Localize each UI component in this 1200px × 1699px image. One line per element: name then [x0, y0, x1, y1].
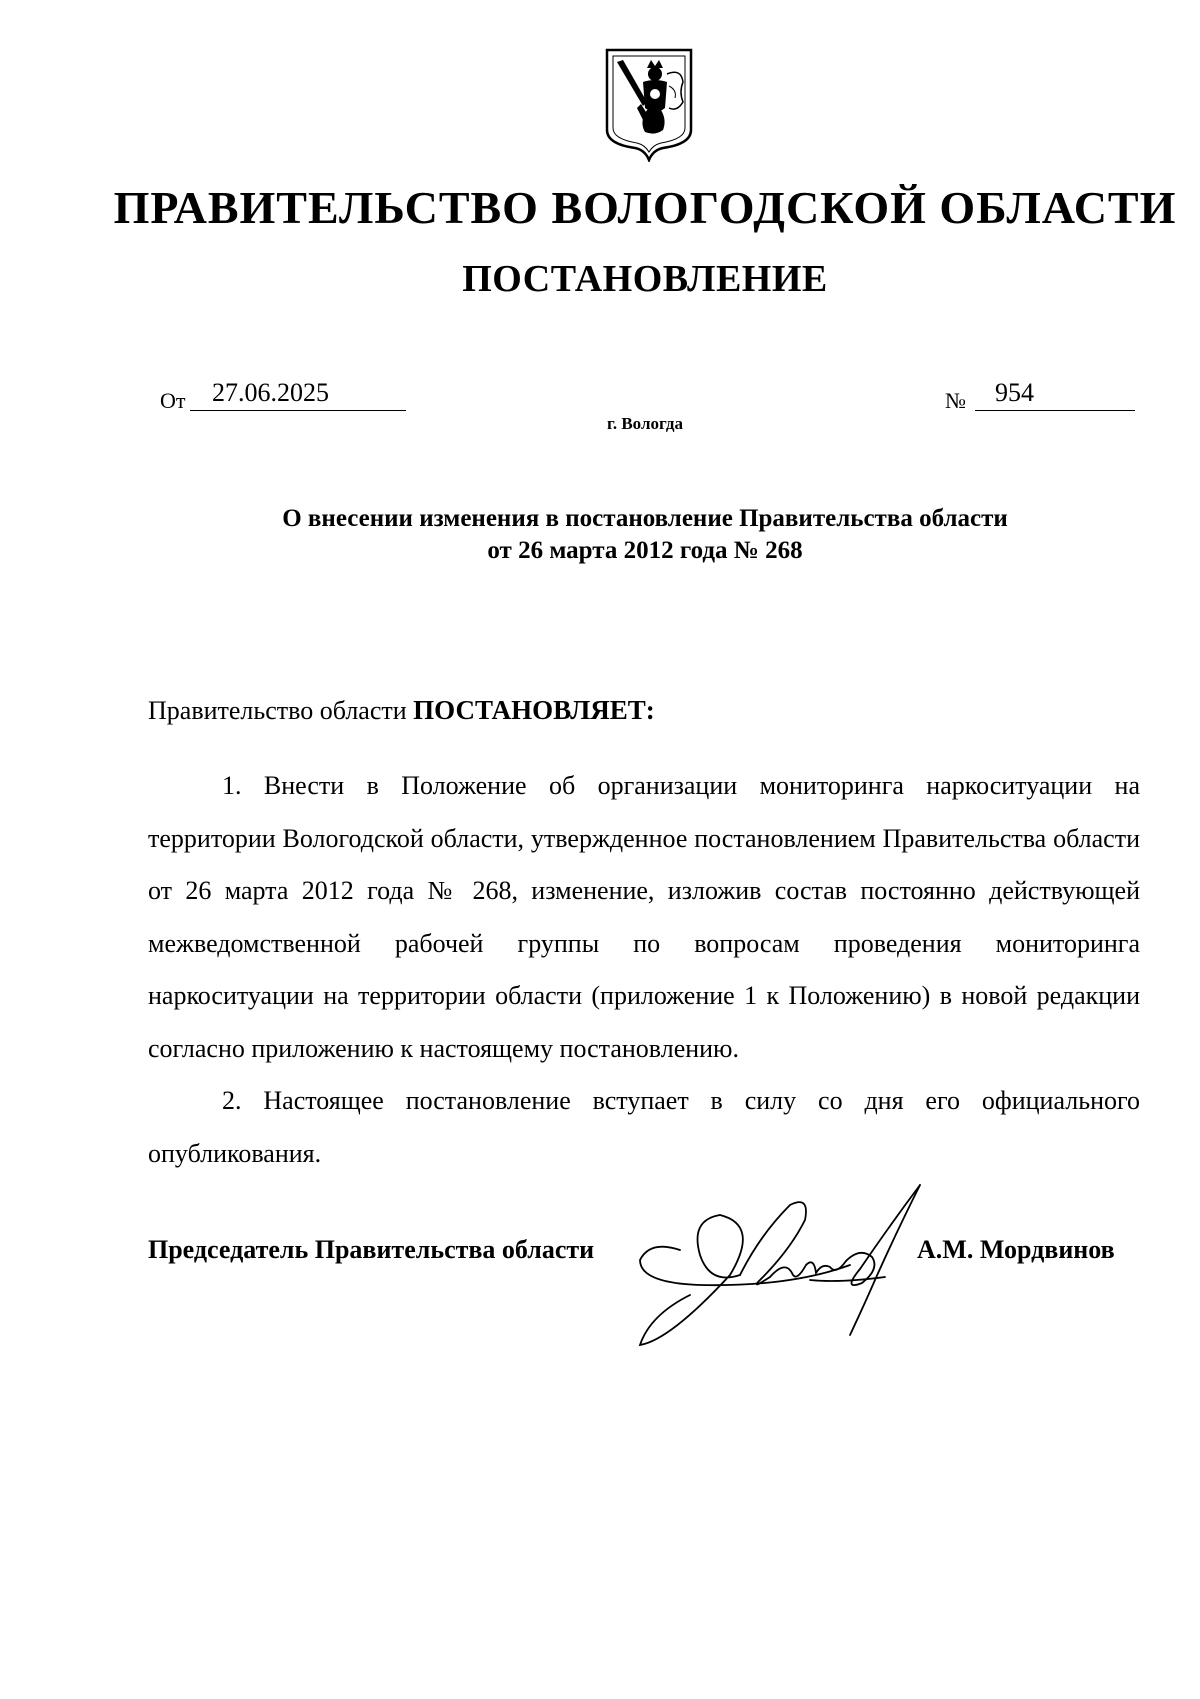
paragraph-1: 1. Внести в Положение об организации мониторинга наркоситуации на территории Вологодской области, утвержденное постановлением Правительства области от 26 марта 2012 года № 268, изменение, изложив состав постоянно действующей межведомственной рабочей группы по вопросам проведения мониторинга наркоситуации на территории области (приложение 1 к Положению) в новой редакции согласно приложению к настоящему постановлению.	[148, 771, 1140, 1063]
decree-statement	[148, 693, 655, 728]
handwritten-signature	[610, 1165, 970, 1365]
decree-verb: ПОСТАНОВЛЯЕТ:	[413, 695, 655, 725]
city: г. Вологда	[607, 414, 683, 433]
coat-of-arms-icon	[603, 46, 695, 162]
signatory-name: А.М. Мордвинов	[917, 1235, 1115, 1264]
signatory-title: Председатель Правительства области	[148, 1235, 595, 1264]
organization-title: ПРАВИТЕЛЬСТВО ВОЛОГОДСКОЙ ОБЛАСТИ	[113, 182, 1177, 233]
document-date: 27.06.2025	[190, 376, 406, 411]
number-prefix: №	[945, 388, 966, 413]
date-prefix: От	[160, 388, 186, 413]
paragraph-2: 2. Настоящее постановление вступает в силу со дня его официального опубликования.	[148, 1086, 1140, 1168]
decree-intro: Правительство области	[148, 696, 414, 725]
document-body	[148, 760, 1140, 1180]
document-type: ПОСТАНОВЛЕНИЕ	[462, 258, 828, 300]
subject-line-1: О внесении изменения в постановление Правительства области	[282, 505, 1008, 532]
document-number: 954	[975, 376, 1135, 411]
subject-line-2: от 26 марта 2012 года № 268	[487, 537, 803, 564]
document-subject	[0, 503, 1200, 567]
